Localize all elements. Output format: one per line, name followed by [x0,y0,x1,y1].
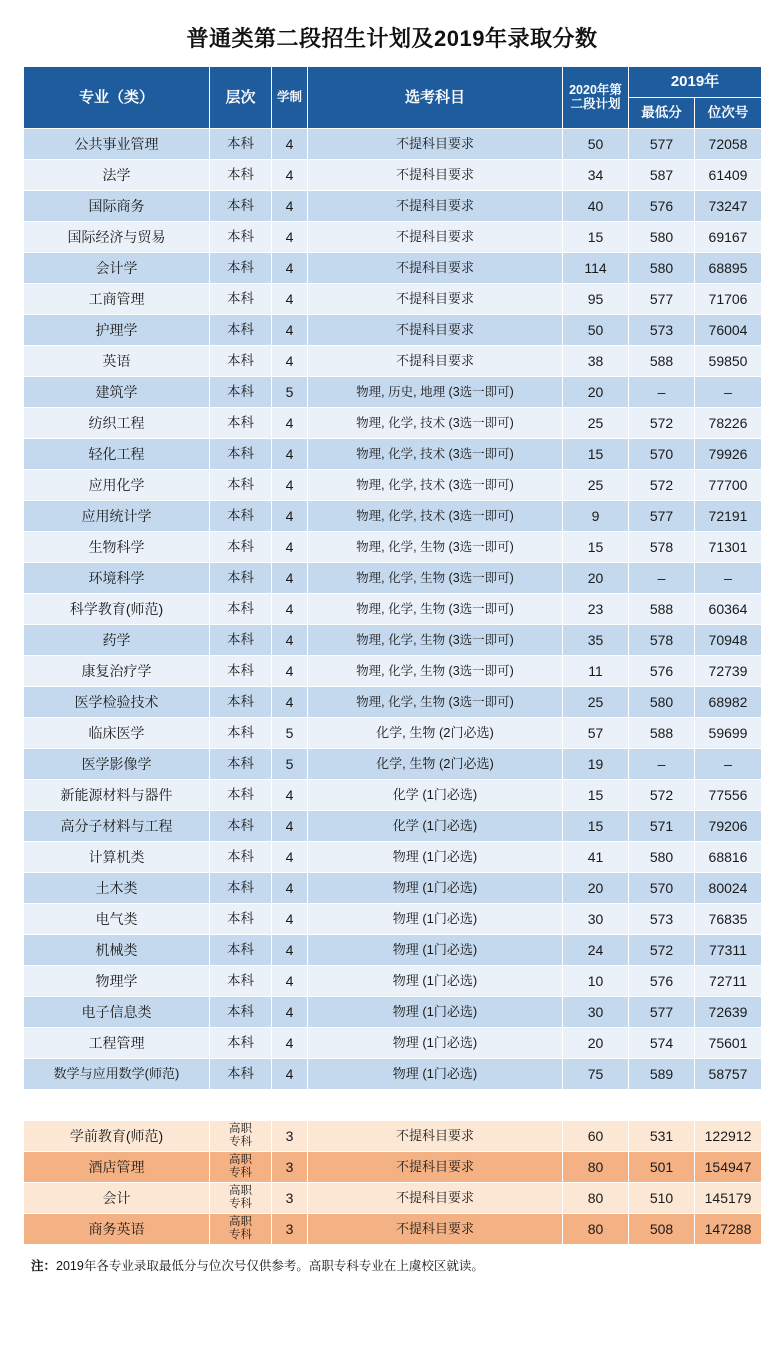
cell-subjects: 不提科目要求 [308,1152,563,1183]
cell-subjects: 物理, 化学, 技术 (3选一即可) [308,470,563,501]
cell-subjects: 不提科目要求 [308,1183,563,1214]
cell-plan: 40 [563,191,629,222]
cell-major: 学前教育(师范) [24,1121,210,1152]
cell-score: – [629,377,695,408]
cell-level: 高职 专科 [210,1183,272,1214]
cell-score: – [629,563,695,594]
cell-rank: 77556 [695,780,762,811]
cell-rank: 72058 [695,129,762,160]
header-subjects: 选考科目 [308,67,563,129]
cell-level: 本科 [210,284,272,315]
header-level: 层次 [210,67,272,129]
cell-level: 本科 [210,780,272,811]
cell-subjects: 物理 (1门必选) [308,935,563,966]
cell-level: 本科 [210,222,272,253]
cell-major: 康复治疗学 [24,656,210,687]
table-row [24,253,762,284]
cell-years: 4 [272,346,308,377]
cell-major: 国际商务 [24,191,210,222]
table-row [24,1152,762,1183]
cell-plan: 24 [563,935,629,966]
cell-rank: 77700 [695,470,762,501]
cell-rank: 68816 [695,842,762,873]
cell-score: 570 [629,873,695,904]
table-row [24,1183,762,1214]
cell-years: 3 [272,1214,308,1245]
cell-subjects: 物理, 化学, 生物 (3选一即可) [308,656,563,687]
cell-rank: 71301 [695,532,762,563]
footnote [23,1245,761,1274]
cell-major: 环境科学 [24,563,210,594]
cell-score: 577 [629,997,695,1028]
table-row [24,594,762,625]
cell-major: 商务英语 [24,1214,210,1245]
cell-subjects: 物理 (1门必选) [308,904,563,935]
cell-level: 本科 [210,532,272,563]
cell-subjects: 不提科目要求 [308,222,563,253]
cell-level: 本科 [210,656,272,687]
cell-major: 工商管理 [24,284,210,315]
cell-score: 588 [629,718,695,749]
cell-score: 572 [629,780,695,811]
cell-rank: 77311 [695,935,762,966]
cell-plan: 114 [563,253,629,284]
cell-rank: 75601 [695,1028,762,1059]
cell-score: 580 [629,253,695,284]
cell-years: 4 [272,129,308,160]
cell-rank: 78226 [695,408,762,439]
cell-score: 580 [629,842,695,873]
cell-level: 本科 [210,966,272,997]
cell-score: 588 [629,346,695,377]
cell-subjects: 物理 (1门必选) [308,966,563,997]
cell-years: 4 [272,656,308,687]
cell-plan: 60 [563,1121,629,1152]
cell-level: 本科 [210,129,272,160]
cell-major: 电气类 [24,904,210,935]
cell-years: 4 [272,284,308,315]
cell-level: 本科 [210,1028,272,1059]
header-year-2019: 2019年 [629,67,762,98]
cell-level: 本科 [210,377,272,408]
cell-years: 4 [272,160,308,191]
cell-major: 工程管理 [24,1028,210,1059]
cell-plan: 20 [563,873,629,904]
cell-years: 4 [272,1059,308,1090]
table-row [24,284,762,315]
table-row [24,997,762,1028]
cell-major: 国际经济与贸易 [24,222,210,253]
header-years: 学制 [272,67,308,129]
cell-rank: – [695,377,762,408]
header-min-score: 最低分 [629,98,695,129]
cell-subjects: 物理, 化学, 生物 (3选一即可) [308,594,563,625]
cell-subjects: 物理, 化学, 生物 (3选一即可) [308,532,563,563]
cell-major: 轻化工程 [24,439,210,470]
cell-major: 机械类 [24,935,210,966]
cell-score: 574 [629,1028,695,1059]
cell-plan: 15 [563,811,629,842]
cell-plan: 80 [563,1214,629,1245]
table-row [24,656,762,687]
cell-years: 3 [272,1152,308,1183]
cell-years: 4 [272,470,308,501]
cell-rank: 76835 [695,904,762,935]
cell-major: 酒店管理 [24,1152,210,1183]
cell-plan: 80 [563,1152,629,1183]
table-row [24,966,762,997]
table-row [24,470,762,501]
cell-major: 应用统计学 [24,501,210,532]
cell-subjects: 不提科目要求 [308,1214,563,1245]
cell-score: 572 [629,470,695,501]
cell-rank: 71706 [695,284,762,315]
cell-plan: 9 [563,501,629,532]
cell-subjects: 不提科目要求 [308,253,563,284]
table-row [24,625,762,656]
cell-plan: 50 [563,315,629,346]
cell-subjects: 物理, 化学, 生物 (3选一即可) [308,687,563,718]
cell-major: 临床医学 [24,718,210,749]
cell-plan: 19 [563,749,629,780]
table-row [24,408,762,439]
cell-level: 本科 [210,625,272,656]
cell-subjects: 化学, 生物 (2门必选) [308,749,563,780]
cell-subjects: 物理 (1门必选) [308,997,563,1028]
cell-rank: 72191 [695,501,762,532]
table-row [24,532,762,563]
cell-years: 5 [272,749,308,780]
cell-level: 本科 [210,811,272,842]
cell-rank: 68982 [695,687,762,718]
cell-level: 本科 [210,315,272,346]
cell-subjects: 物理, 化学, 技术 (3选一即可) [308,408,563,439]
cell-score: 572 [629,935,695,966]
section-divider [24,1090,762,1121]
cell-plan: 95 [563,284,629,315]
cell-plan: 10 [563,966,629,997]
cell-years: 4 [272,780,308,811]
cell-years: 4 [272,997,308,1028]
cell-years: 4 [272,191,308,222]
cell-plan: 30 [563,904,629,935]
cell-level: 本科 [210,718,272,749]
cell-subjects: 物理, 化学, 生物 (3选一即可) [308,625,563,656]
cell-level: 本科 [210,1059,272,1090]
cell-score: 578 [629,532,695,563]
cell-level: 本科 [210,346,272,377]
cell-rank: 122912 [695,1121,762,1152]
cell-level: 本科 [210,935,272,966]
cell-subjects: 不提科目要求 [308,284,563,315]
cell-plan: 15 [563,780,629,811]
cell-subjects: 物理, 化学, 技术 (3选一即可) [308,439,563,470]
page-title: 普通类第二段招生计划及2019年录取分数 [186,26,598,51]
cell-score: 576 [629,191,695,222]
table-row [24,811,762,842]
cell-years: 4 [272,563,308,594]
cell-subjects: 物理 (1门必选) [308,873,563,904]
cell-major: 高分子材料与工程 [24,811,210,842]
cell-plan: 41 [563,842,629,873]
cell-plan: 20 [563,563,629,594]
cell-level: 本科 [210,873,272,904]
cell-major: 法学 [24,160,210,191]
cell-subjects: 不提科目要求 [308,129,563,160]
cell-score: 578 [629,625,695,656]
cell-subjects: 不提科目要求 [308,191,563,222]
table-row [24,222,762,253]
cell-years: 4 [272,873,308,904]
cell-subjects: 物理 (1门必选) [308,842,563,873]
cell-years: 3 [272,1183,308,1214]
table-row [24,191,762,222]
cell-years: 4 [272,439,308,470]
cell-major: 会计 [24,1183,210,1214]
table-row [24,1121,762,1152]
cell-level: 本科 [210,594,272,625]
cell-plan: 57 [563,718,629,749]
cell-plan: 23 [563,594,629,625]
table-row [24,563,762,594]
cell-plan: 30 [563,997,629,1028]
cell-level: 本科 [210,687,272,718]
table-row [24,160,762,191]
cell-years: 4 [272,935,308,966]
cell-subjects: 不提科目要求 [308,160,563,191]
cell-major: 药学 [24,625,210,656]
cell-rank: – [695,749,762,780]
cell-major: 计算机类 [24,842,210,873]
cell-major: 电子信息类 [24,997,210,1028]
cell-subjects: 物理, 化学, 技术 (3选一即可) [308,501,563,532]
footnote-label: 注： [31,1259,57,1273]
cell-years: 4 [272,501,308,532]
table-row [24,780,762,811]
cell-major: 数学与应用数学(师范) [24,1059,210,1090]
cell-score: 576 [629,966,695,997]
cell-major: 公共事业管理 [24,129,210,160]
cell-rank: 70948 [695,625,762,656]
table-row [24,1214,762,1245]
cell-plan: 11 [563,656,629,687]
table-row [24,687,762,718]
cell-rank: 72639 [695,997,762,1028]
cell-years: 4 [272,253,308,284]
cell-years: 4 [272,687,308,718]
cell-score: 576 [629,656,695,687]
cell-major: 物理学 [24,966,210,997]
cell-rank: 73247 [695,191,762,222]
cell-plan: 15 [563,532,629,563]
cell-score: 587 [629,160,695,191]
table-body [24,129,762,1245]
cell-score: 508 [629,1214,695,1245]
cell-major: 新能源材料与器件 [24,780,210,811]
cell-major: 应用化学 [24,470,210,501]
footnote-text: 2019年各专业录取最低分与位次号仅供参考。高职专科专业在上虞校区就读。 [56,1259,484,1273]
cell-score: 577 [629,284,695,315]
table-row [24,935,762,966]
cell-plan: 25 [563,408,629,439]
cell-major: 科学教育(师范) [24,594,210,625]
table-row [24,718,762,749]
cell-score: 580 [629,687,695,718]
cell-years: 5 [272,718,308,749]
cell-score: 573 [629,904,695,935]
cell-score: 580 [629,222,695,253]
table-row [24,1059,762,1090]
cell-subjects: 物理, 化学, 生物 (3选一即可) [308,563,563,594]
cell-plan: 34 [563,160,629,191]
cell-rank: 68895 [695,253,762,284]
cell-plan: 15 [563,439,629,470]
cell-score: 510 [629,1183,695,1214]
cell-subjects: 不提科目要求 [308,315,563,346]
cell-rank: 79926 [695,439,762,470]
cell-subjects: 化学 (1门必选) [308,811,563,842]
section-divider-cell [24,1090,762,1121]
cell-plan: 75 [563,1059,629,1090]
cell-score: – [629,749,695,780]
cell-level: 本科 [210,191,272,222]
cell-level: 本科 [210,408,272,439]
cell-rank: 76004 [695,315,762,346]
cell-score: 531 [629,1121,695,1152]
cell-major: 土木类 [24,873,210,904]
cell-rank: 59699 [695,718,762,749]
cell-years: 4 [272,842,308,873]
table-row [24,1028,762,1059]
cell-level: 本科 [210,904,272,935]
cell-plan: 15 [563,222,629,253]
table-row [24,346,762,377]
cell-major: 医学影像学 [24,749,210,780]
cell-subjects: 化学 (1门必选) [308,780,563,811]
cell-level: 本科 [210,501,272,532]
cell-plan: 35 [563,625,629,656]
cell-subjects: 不提科目要求 [308,346,563,377]
cell-rank: 147288 [695,1214,762,1245]
cell-years: 4 [272,811,308,842]
cell-subjects: 不提科目要求 [308,1121,563,1152]
cell-years: 4 [272,532,308,563]
cell-level: 本科 [210,842,272,873]
cell-rank: 59850 [695,346,762,377]
cell-years: 4 [272,1028,308,1059]
cell-level: 本科 [210,253,272,284]
cell-rank: 60364 [695,594,762,625]
cell-subjects: 化学, 生物 (2门必选) [308,718,563,749]
cell-rank: 154947 [695,1152,762,1183]
cell-plan: 20 [563,1028,629,1059]
cell-level: 本科 [210,563,272,594]
cell-rank: 145179 [695,1183,762,1214]
cell-years: 4 [272,408,308,439]
cell-major: 纺织工程 [24,408,210,439]
table-header-row [24,67,762,98]
cell-major: 会计学 [24,253,210,284]
cell-years: 4 [272,222,308,253]
cell-level: 本科 [210,470,272,501]
header-plan-2020: 2020年第二段计划 [563,67,629,129]
header-rank: 位次号 [695,98,762,129]
cell-years: 5 [272,377,308,408]
table-header [24,67,762,129]
cell-level: 本科 [210,749,272,780]
cell-years: 4 [272,966,308,997]
cell-score: 588 [629,594,695,625]
table-row [24,439,762,470]
cell-years: 4 [272,904,308,935]
cell-rank: 80024 [695,873,762,904]
cell-level: 高职 专科 [210,1152,272,1183]
cell-rank: 58757 [695,1059,762,1090]
cell-score: 501 [629,1152,695,1183]
cell-rank: 69167 [695,222,762,253]
cell-level: 高职 专科 [210,1121,272,1152]
cell-years: 4 [272,315,308,346]
cell-subjects: 物理 (1门必选) [308,1028,563,1059]
cell-level: 本科 [210,439,272,470]
cell-score: 573 [629,315,695,346]
table-row [24,377,762,408]
cell-score: 570 [629,439,695,470]
cell-level: 本科 [210,997,272,1028]
cell-level: 高职 专科 [210,1214,272,1245]
cell-years: 4 [272,625,308,656]
cell-rank: – [695,563,762,594]
cell-score: 589 [629,1059,695,1090]
cell-score: 577 [629,501,695,532]
cell-major: 英语 [24,346,210,377]
table-row [24,749,762,780]
table-row [24,501,762,532]
cell-plan: 80 [563,1183,629,1214]
admission-plan-table [23,66,762,1245]
cell-subjects: 物理 (1门必选) [308,1059,563,1090]
table-row [24,904,762,935]
cell-rank: 72739 [695,656,762,687]
cell-major: 建筑学 [24,377,210,408]
cell-plan: 20 [563,377,629,408]
cell-plan: 25 [563,687,629,718]
cell-major: 护理学 [24,315,210,346]
cell-score: 577 [629,129,695,160]
table-row [24,129,762,160]
cell-rank: 61409 [695,160,762,191]
cell-plan: 25 [563,470,629,501]
cell-major: 医学检验技术 [24,687,210,718]
cell-rank: 72711 [695,966,762,997]
cell-score: 572 [629,408,695,439]
cell-subjects: 物理, 历史, 地理 (3选一即可) [308,377,563,408]
table-row [24,315,762,346]
cell-rank: 79206 [695,811,762,842]
table-row [24,873,762,904]
cell-level: 本科 [210,160,272,191]
cell-score: 571 [629,811,695,842]
cell-years: 3 [272,1121,308,1152]
cell-plan: 38 [563,346,629,377]
cell-major: 生物科学 [24,532,210,563]
cell-plan: 50 [563,129,629,160]
table-row [24,842,762,873]
header-major: 专业（类） [24,67,210,129]
cell-years: 4 [272,594,308,625]
